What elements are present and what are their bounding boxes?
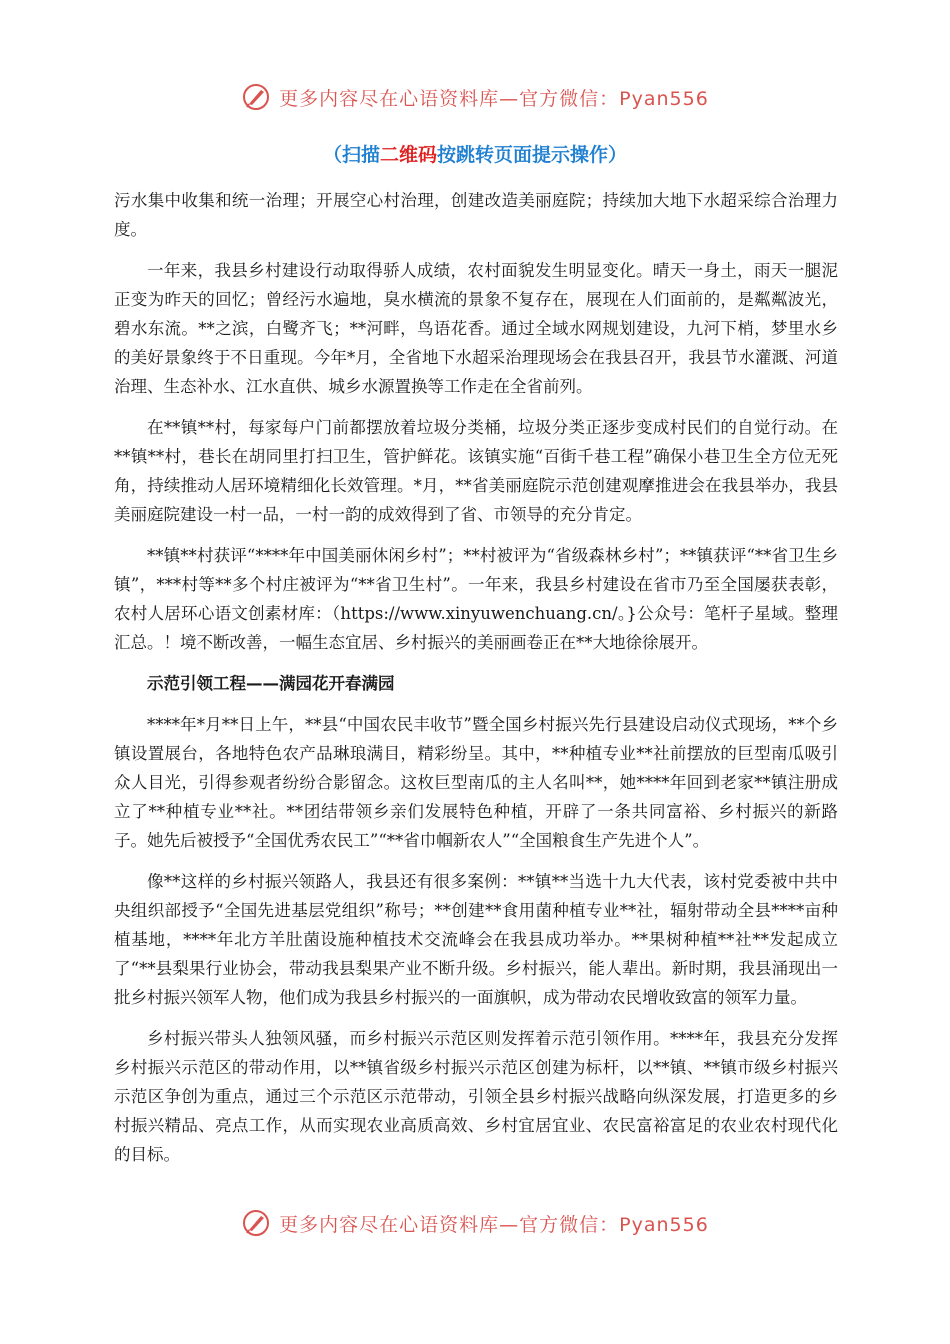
paragraph-7: 乡村振兴带头人独领风骚，而乡村振兴示范区则发挥着示范引领作用。****年，我县充分发挥乡村振兴示范区的带动作用，以**镇省级乡村振兴示范区创建为标杆，以**镇、**镇市级乡村振兴示范区争创为重点，通过三个示范区示范带动，引领全县乡村振兴战略向纵深发展，打造更多的乡村振兴精品、亮点工作，从而实现农业高质高效、乡村宜居宜业、农民富裕富足的农业农村现代化的目标。 [114,1029,838,1164]
header-banner[interactable] [0,82,950,112]
paragraph-2: 一年来，我县乡村建设行动取得骄人成绩，农村面貌发生明显变化。晴天一身土，雨天一腿泥正变为昨天的回忆；曾经污水遍地，臭水横流的景象不复存在，展现在人们面前的，是粼粼波光，碧水东流。**之滨，白鹭齐飞；**河畔，鸟语花香。通过全域水网规划建设，九河下梢，梦里水乡的美好景象终于不日重现。今年*月，全省地下水超采治理现场会在我县召开，我县节水灌溉、河道治理、生态补水、江水直供、城乡水源置换等工作走在全省前列。 [114,261,838,396]
paragraph-4: **镇**村获评“****年中国美丽休闲乡村”；**村被评为“省级森林乡村”；**镇获评“**省卫生乡镇”，***村等**多个村庄被评为“**省卫生村”。一年来，我县乡村建设在省市乃至全国屡获表彰，农村人居环心语文创素材库：（https://www.xinyuwenchuang.cn/。}公众号：笔杆子星域。整理汇总。！境不断改善，一幅生态宜居、乡村振兴的美丽画卷正在**大地徐徐展开。 [114,546,838,652]
paragraph-6: 像**这样的乡村振兴领路人，我县还有很多案例：**镇**当选十九大代表，该村党委被中共中央组织部授予“全国先进基层党组织”称号；**创建**食用菌种植专业**社，辐射带动全县****亩种植基地，****年北方羊肚菌设施种植技术交流峰会在我县成功举办。**果树种植**社**发起成立了“**县梨果行业协会，带动我县梨果产业不断升级。乡村振兴，能人辈出。新时期，我县涌现出一批乡村振兴领军人物，他们成为我县乡村振兴的一面旗帜，成为带动农民增收致富的领军力量。 [114,872,839,1007]
paragraph-5: ****年*月**日上午，**县“中国农民丰收节”暨全国乡村振兴先行县建设启动仪式现场，**个乡镇设置展台，各地特色农产品琳琅满目，精彩纷呈。其中，**种植专业**社前摆放的巨型南瓜吸引众人目光，引得参观者纷纷合影留念。这枚巨型南瓜的主人名叫**，她****年回到老家**镇注册成立了**种植专业**社。**团结带领乡亲们发展特色种植，开辟了一条共同富裕、乡村振兴的新路子。她先后被授予“全国优秀农民工”“**省巾帼新农人”“全国粮食生产先进个人”。 [114,715,839,850]
quill-logo-icon [241,82,271,112]
footer-banner[interactable] [0,1208,950,1238]
article-body [114,186,838,1181]
header-banner-text: 更多内容尽在心语资料库—官方微信：Pyan556 [279,87,709,110]
scan-hint-open: （扫描 [322,144,380,166]
footer-banner-text: 更多内容尽在心语资料库—官方微信：Pyan556 [279,1213,709,1236]
scan-hint-qr-word: 二维码 [379,144,437,166]
paragraph-1: 污水集中收集和统一治理；开展空心村治理，创建改造美丽庭院；持续加大地下水超采综合治理力度。 [114,191,838,239]
scan-qr-hint [0,140,950,167]
quill-logo-icon [241,1208,271,1238]
scan-hint-rest: 按跳转页面提示操作） [437,144,628,166]
section-heading: 示范引领工程——满园花开春满园 [147,674,395,693]
paragraph-3: 在**镇**村，每家每户门前都摆放着垃圾分类桶，垃圾分类正逐步变成村民们的自觉行动。在**镇**村，巷长在胡同里打扫卫生，管护鲜花。该镇实施“百街千巷工程”确保小巷卫生全方位无死角，持续推动人居环境精细化长效管理。*月，**省美丽庭院示范创建观摩推进会在我县举办，我县美丽庭院建设一村一品，一村一韵的成效得到了省、市领导的充分肯定。 [114,418,838,524]
